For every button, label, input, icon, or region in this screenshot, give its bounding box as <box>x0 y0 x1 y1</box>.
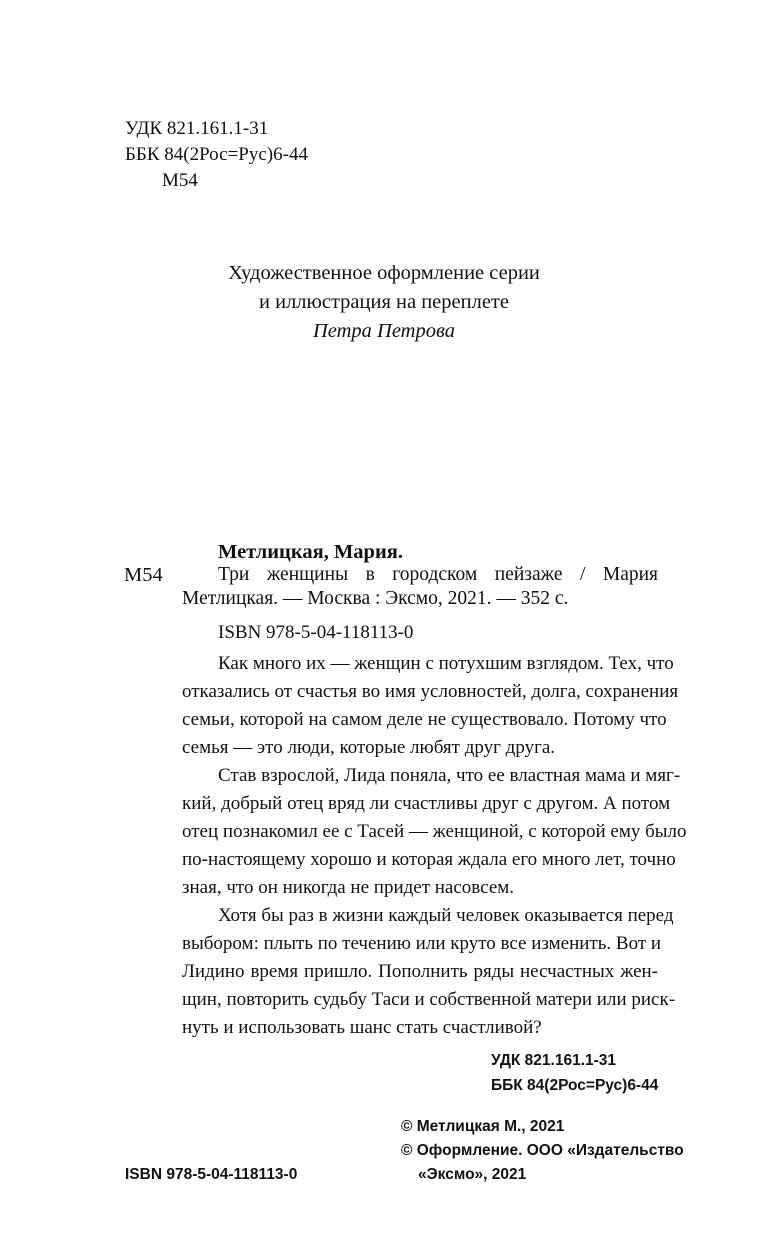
annotation-line: семья — это люди, которые любят друг друга. <box>182 737 556 758</box>
annotation-line: щин, повторить судьбу Таси и собственной матери или риск- <box>182 989 676 1010</box>
annotation-line: Хотя бы раз в жизни каждый человек оказывается перед <box>218 905 674 926</box>
annotation-line: отец познакомил ее с Тасей — женщиной, с которой ему было <box>182 821 687 842</box>
footer-udk: УДК 821.161.1-31 <box>491 1052 617 1069</box>
catalog-title-line-2: Метлицкая. — Москва : Эксмо, 2021. — 352 с. <box>182 588 569 609</box>
credits-line-1: Художественное оформление серии <box>228 262 540 284</box>
annotation-line: Став взрослой, Лида поняла, что ее властная мама и мяг- <box>218 765 681 786</box>
udk-code: УДК 821.161.1-31 <box>125 118 269 139</box>
annotation-line: по-настоящему хорошо и которая ждала его много лет, точно <box>182 849 676 870</box>
annotation-line: Лидино время пришло. Пополнить ряды несчастных жен- <box>182 961 658 982</box>
credits-artist: Петра Петрова <box>312 320 455 342</box>
annotation-line: зная, что он никогда не придет насовсем. <box>182 877 515 898</box>
catalog-title-line-1: Три женщины в городском пейзаже / Мария <box>218 564 658 585</box>
catalog-author: Метлицкая, Мария. <box>218 541 403 563</box>
annotation-line: отказались от счастья во имя условностей, долга, сохранения <box>182 681 679 702</box>
annotation-line: кий, добрый отец вряд ли счастливы друг с другом. А потом <box>182 793 671 814</box>
catalog-isbn: ISBN 978-5-04-118113-0 <box>218 622 414 643</box>
copyright-publisher: «Эксмо», 2021 <box>418 1166 527 1183</box>
bbk-code: ББК 84(2Рос=Рус)6-44 <box>125 144 308 165</box>
catalog-author-mark: М54 <box>124 564 163 586</box>
author-mark: М54 <box>162 170 198 191</box>
annotation-line: семьи, которой на самом деле не существовало. Потому что <box>182 709 667 730</box>
copyright-design: © Оформление. ООО «Издательство <box>401 1142 684 1159</box>
copyright-author: © Метлицкая М., 2021 <box>401 1118 565 1135</box>
annotation-line: Как много их — женщин с потухшим взглядом. Тех, что <box>218 653 674 674</box>
credits-line-2: и иллюстрация на переплете <box>259 291 509 313</box>
annotation-line: выбором: плыть по течению или круто все изменить. Вот и <box>182 933 662 954</box>
annotation-line: нуть и использовать шанс стать счастливой? <box>182 1017 542 1038</box>
footer-isbn: ISBN 978-5-04-118113-0 <box>125 1166 298 1183</box>
footer-bbk: ББК 84(2Рос=Рус)6-44 <box>491 1077 659 1094</box>
